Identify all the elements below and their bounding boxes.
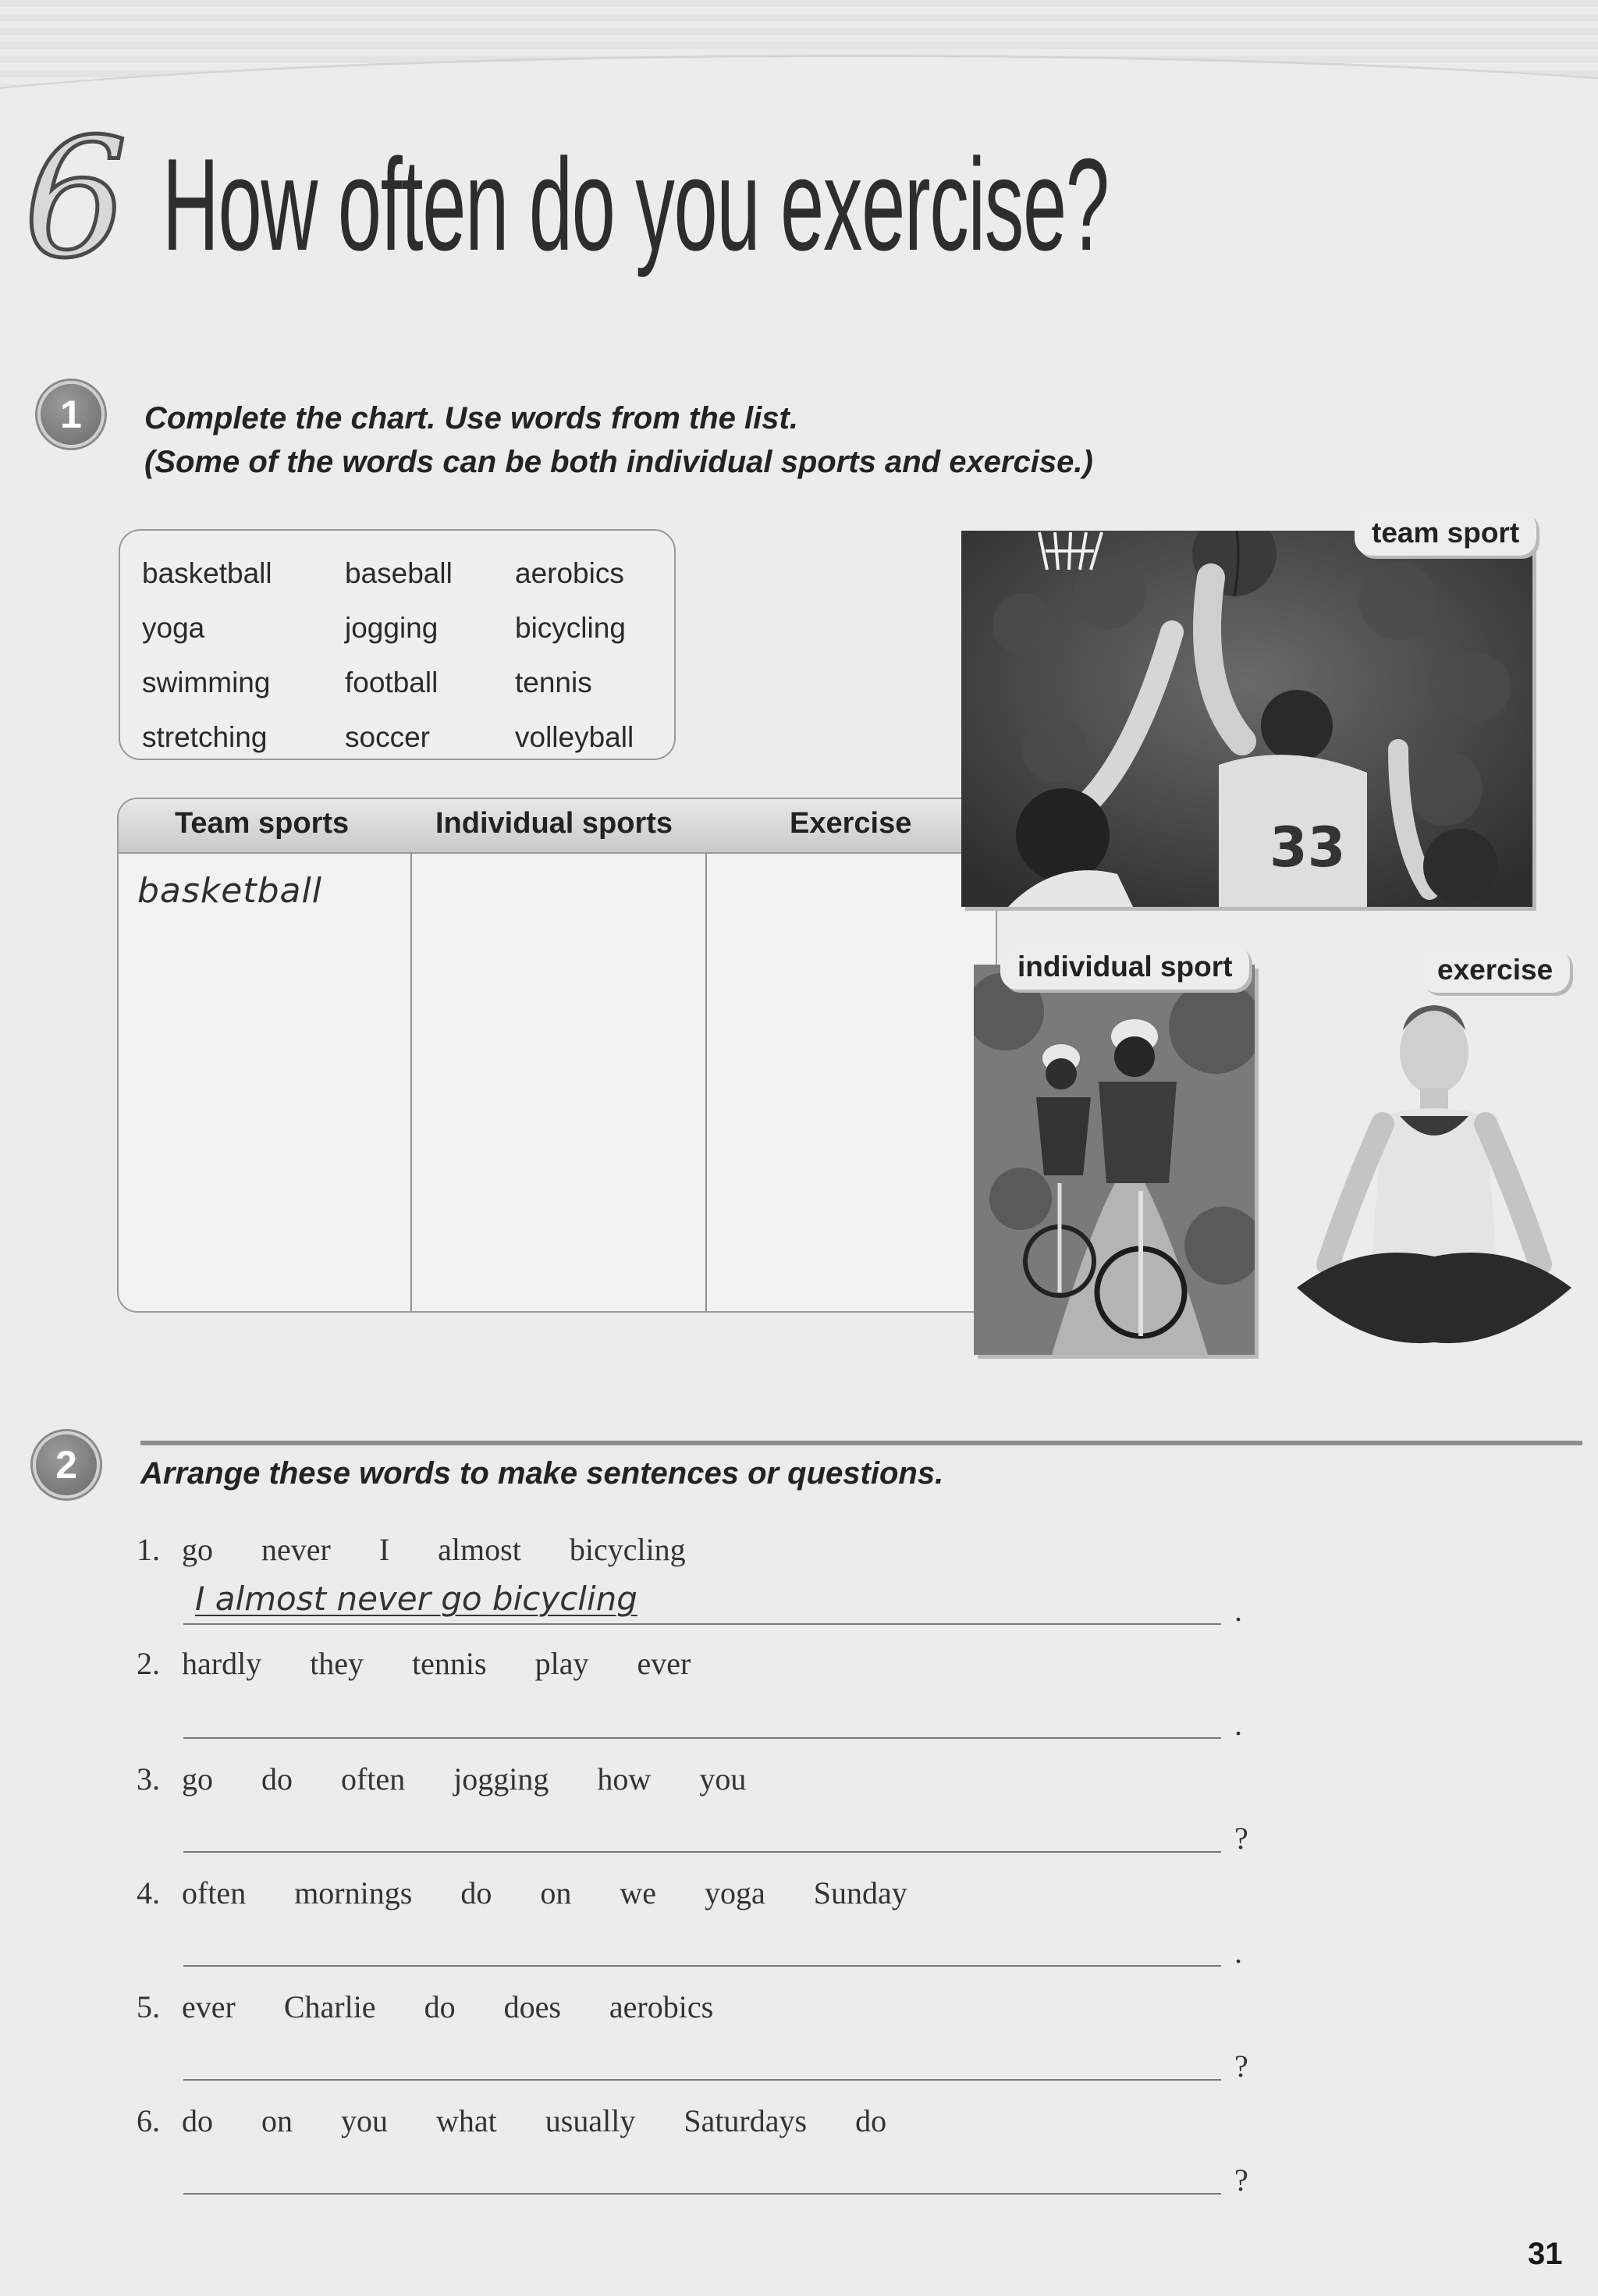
page-number: 31 <box>1528 2237 1563 2271</box>
item-number: 2. <box>137 1646 160 1681</box>
scrambled-word: tennis <box>412 1646 487 1681</box>
team-sport-label: team sport <box>1355 510 1536 556</box>
scrambled-word: do <box>460 1875 492 1910</box>
scrambled-word: mornings <box>294 1875 413 1910</box>
chart-example-entry: basketball <box>137 871 322 911</box>
item-number: 6. <box>137 2103 160 2138</box>
scrambled-word: do <box>261 1761 293 1797</box>
item-number: 3. <box>137 1761 160 1797</box>
item-6-words <box>137 2102 935 2139</box>
scrambled-word: play <box>534 1646 589 1681</box>
item-number: 4. <box>137 1875 160 1910</box>
answer-line[interactable] <box>183 1737 1221 1739</box>
word-item: aerobics <box>515 557 624 589</box>
scrambled-word: do <box>424 1989 456 2024</box>
item-5-words <box>137 1989 762 2025</box>
word-item: basketball <box>142 557 272 589</box>
word-item: tennis <box>515 666 592 698</box>
scrambled-word: you <box>341 2103 388 2138</box>
item-number: 1. <box>137 1532 160 1567</box>
word-column-2 <box>345 546 453 765</box>
end-punctuation: ? <box>1234 2163 1248 2198</box>
individual-sports-cell[interactable] <box>423 869 696 1299</box>
exercise-1-instruction-line1: Complete the chart. Use words from the list. <box>144 401 798 435</box>
end-punctuation: . <box>1234 1935 1242 1970</box>
scrambled-word: do <box>182 2103 213 2138</box>
end-punctuation: . <box>1234 1707 1242 1742</box>
basketball-photo <box>961 531 1532 907</box>
scrambled-word: go <box>182 1761 213 1797</box>
chart-header-team: Team sports <box>175 807 350 840</box>
answer-line[interactable] <box>183 2079 1221 2081</box>
chart-header-row <box>119 799 996 854</box>
exercise-label: exercise <box>1420 947 1570 993</box>
item-2-words <box>137 1645 739 1682</box>
word-item: soccer <box>345 721 430 753</box>
word-item: baseball <box>345 557 453 589</box>
item-4-words <box>137 1875 956 1911</box>
word-item: stretching <box>142 721 268 753</box>
word-item: bicycling <box>515 612 626 644</box>
chart-column-divider <box>705 854 707 1313</box>
scrambled-word: do <box>855 2103 887 2138</box>
scrambled-word: often <box>341 1761 406 1797</box>
scrambled-word: you <box>699 1761 747 1797</box>
answer-line[interactable] <box>183 2193 1221 2195</box>
word-item: football <box>345 666 439 698</box>
word-list-box <box>119 529 676 760</box>
exercise-cell[interactable] <box>719 869 985 1299</box>
unit-number: 6 <box>23 103 128 294</box>
item-3-words <box>137 1761 794 1797</box>
chart-column-divider <box>410 854 412 1313</box>
scrambled-word: often <box>182 1875 247 1910</box>
scrambled-word: what <box>436 2103 497 2138</box>
item-1-words <box>137 1531 734 1568</box>
cycling-photo <box>974 965 1255 1355</box>
word-item: swimming <box>142 666 271 698</box>
scrambled-word: ever <box>637 1646 691 1681</box>
answer-line[interactable] <box>183 1965 1221 1967</box>
scrambled-word: Charlie <box>283 1989 376 2024</box>
scrambled-word: we <box>620 1875 656 1910</box>
scrambled-word: I <box>378 1532 390 1567</box>
scrambled-word: jogging <box>453 1761 549 1797</box>
end-punctuation: ? <box>1234 2049 1248 2084</box>
answer-line[interactable] <box>183 1851 1221 1853</box>
scrambled-word: never <box>261 1532 331 1567</box>
word-column-1 <box>142 546 272 765</box>
section-divider <box>140 1441 1582 1445</box>
scrambled-word: hardly <box>182 1646 262 1681</box>
scrambled-word: go <box>182 1532 213 1567</box>
scrambled-word: Sunday <box>813 1875 907 1910</box>
scrambled-word: how <box>597 1761 652 1797</box>
scrambled-word: does <box>503 1989 561 2024</box>
chart-header-individual: Individual sports <box>435 807 673 840</box>
word-column-3 <box>515 546 634 765</box>
end-punctuation: . <box>1234 1593 1242 1628</box>
end-punctuation: ? <box>1234 1821 1248 1856</box>
item-number: 5. <box>137 1989 160 2024</box>
word-item: yoga <box>142 612 205 644</box>
scrambled-word: they <box>310 1646 364 1681</box>
item-1-answer[interactable]: I almost never go bicycling <box>195 1580 637 1618</box>
team-sports-cell[interactable] <box>134 932 400 1299</box>
word-item: volleyball <box>515 721 634 753</box>
scrambled-word: on <box>261 2103 293 2138</box>
exercise-1-number: 1 <box>37 381 105 448</box>
scrambled-word: on <box>540 1875 572 1910</box>
exercise-2-number: 2 <box>33 1431 100 1498</box>
svg-text:33: 33 <box>1270 816 1346 880</box>
exercise-2-instruction: Arrange these words to make sentences or questions. <box>140 1456 944 1491</box>
yoga-photo <box>1266 991 1581 1358</box>
exercise-1-instruction-line2: (Some of the words can be both individual sports and exercise.) <box>144 445 1093 479</box>
scrambled-word: almost <box>438 1532 521 1567</box>
page-title: How often do you exercise? <box>162 131 1109 278</box>
sports-chart <box>117 798 997 1313</box>
chart-header-exercise: Exercise <box>790 807 912 840</box>
scrambled-word: bicycling <box>569 1532 686 1567</box>
word-item: jogging <box>345 612 439 644</box>
individual-sport-label: individual sport <box>1000 944 1249 990</box>
scrambled-word: usually <box>545 2103 636 2138</box>
scrambled-word: Saturdays <box>684 2103 808 2138</box>
scrambled-word: ever <box>182 1989 236 2024</box>
scrambled-word: aerobics <box>609 1989 714 2024</box>
answer-line[interactable] <box>183 1623 1221 1625</box>
scrambled-word: yoga <box>704 1875 765 1910</box>
